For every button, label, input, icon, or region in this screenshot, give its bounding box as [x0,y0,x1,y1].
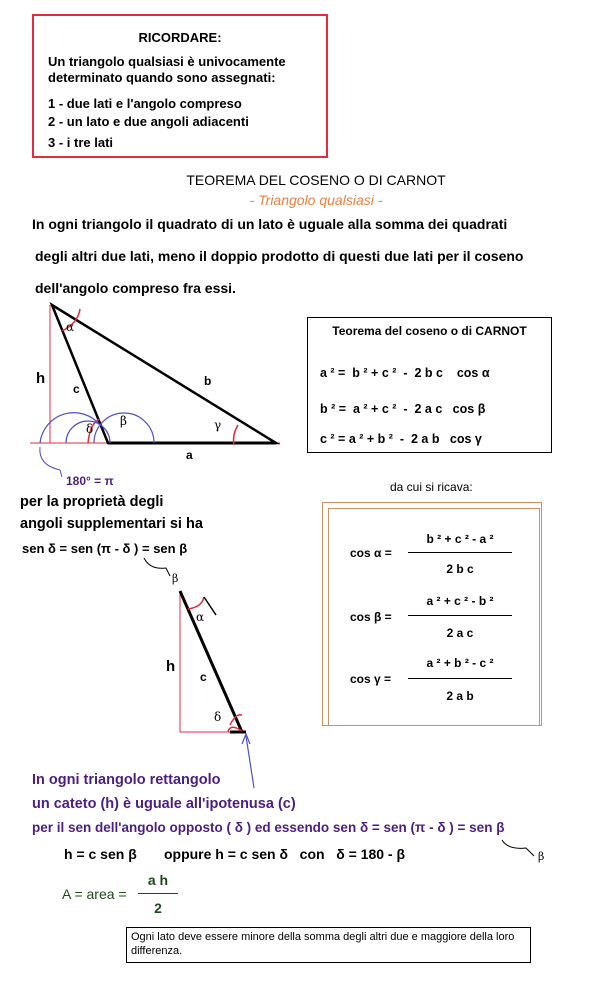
triangle-diagram [0,295,300,495]
area-num: a h [147,872,169,888]
page-subtitle: - Triangolo qualsiasi - [249,192,383,208]
page-title: TEOREMA DEL COSENO O DI CARNOT [186,172,446,188]
remember-item-1: 1 - due lati e l'angolo compreso [48,96,242,111]
cos-beta-num: a ² + c ² - b ² [426,594,494,608]
cos-gamma-lhs: cos γ = [350,672,392,686]
formula-b: b ² = a ² + c ² - 2 a c cos β [320,402,486,416]
supp-arrow [140,556,190,586]
alpha-label: α [66,320,75,334]
cos-beta-bar [408,615,512,616]
rt-line3: per il sen dell'angolo opposto ( δ ) ed essendo sen δ = sen (π - δ ) = sen β [32,820,505,835]
formula-c: c ² = a ² + b ² - 2 a b cos γ [320,432,482,446]
area-bar [138,893,178,894]
supp-beta: β [172,572,179,585]
supplementary-angle-label: 180° = π [66,474,114,488]
rt-c-label: c [200,670,207,684]
area-den: 2 [154,900,162,916]
height-h-label: h [36,370,46,387]
beta-label: β [120,414,127,428]
rt-h-label: h [166,658,176,675]
remember-item-2: 2 - un lato e due angoli adiacenti [48,114,249,129]
cos-beta-den: 2 a c [446,626,474,640]
rt-line1: In ogni triangolo rettangolo [32,772,221,788]
rt-beta: β [538,850,545,863]
delta-label: δ [86,422,94,436]
side-c-label: c [73,382,80,396]
rt-delta-label: δ [214,710,222,724]
remember-line1: Un triangolo qualsiasi è univocamente [48,54,286,69]
derive-label: da cui si ricava: [390,480,473,494]
cos-alpha-bar [408,552,512,553]
rt-pointer-arrow [230,732,270,792]
rt-line2: un cateto (h) è uguale all'ipotenusa (c) [32,796,296,812]
cos-beta-lhs: cos β = [350,610,392,624]
supp-line2: angoli supplementari si ha [20,516,203,532]
cos-alpha-lhs: cos α = [350,546,392,560]
note-box: Ogni lato deve essere minore della somma degli altri due e maggiore della loro differenza. [126,927,531,963]
formula-a: a ² = b ² + c ² - 2 b c cos α [320,366,490,380]
statement-line3: dell'angolo compreso fra essi. [35,280,236,296]
rt-arrow [500,838,560,864]
side-a-label: a [186,448,193,462]
remember-box [32,14,328,158]
statement-line1: In ogni triangolo il quadrato di un lato è uguale alla somma dei quadrati [32,216,508,232]
statement-line2: degli altri due lati, meno il doppio prodotto di questi due lati per il coseno [35,248,524,264]
cos-alpha-den: 2 b c [446,562,474,576]
remember-line2: determinato quando sono assegnati: [48,70,276,85]
rt-alpha-label: α [196,610,205,624]
cos-gamma-num: a ² + b ² - c ² [426,656,494,670]
cos-gamma-den: 2 a b [446,689,474,703]
carnot-formulas-box [307,317,552,453]
cos-alpha-num: b ² + c ² - a ² [426,532,494,546]
formulas-title: Teorema del coseno o di CARNOT [332,324,527,338]
supp-line1: per la proprietà degli [20,494,164,510]
side-b-label: b [204,374,212,388]
supp-equation: sen δ = sen (π - δ ) = sen β [22,541,188,556]
cos-gamma-bar [408,678,512,679]
gamma-label: γ [214,418,222,432]
right-triangle-diagram [150,585,260,755]
height-equation: h = c sen β oppure h = c sen δ con δ = 180 - β [64,846,406,862]
remember-item-3: 3 - i tre lati [48,135,114,150]
remember-title: RICORDARE: [138,30,222,45]
area-lhs: A = area = [62,886,127,902]
